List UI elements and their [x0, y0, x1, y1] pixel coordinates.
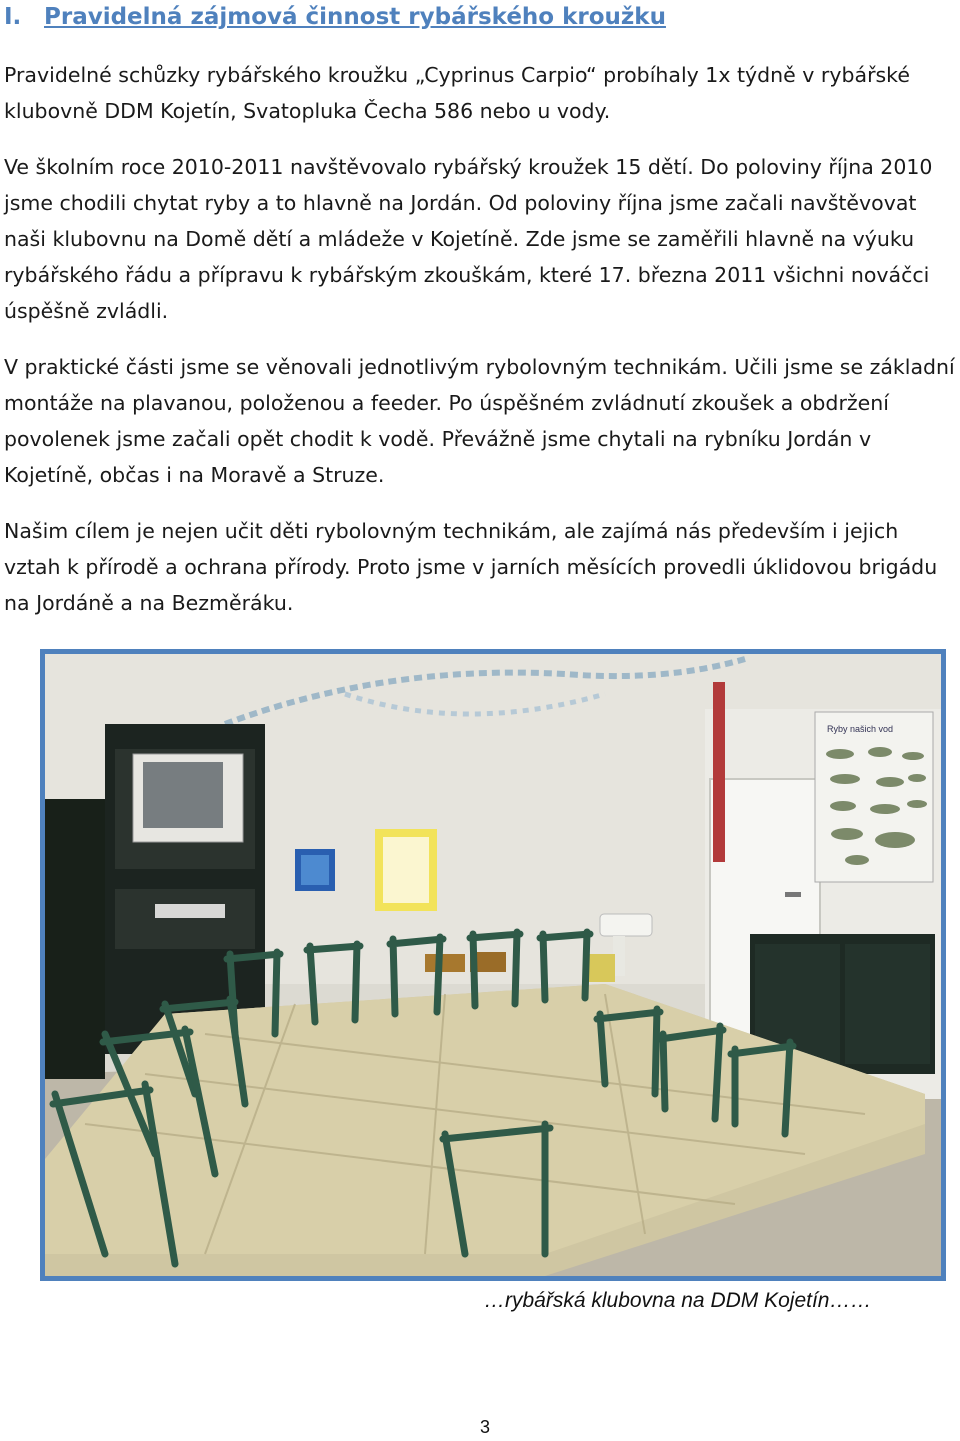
clubroom-photo: [40, 649, 946, 1281]
photo-caption: …rybářská klubovna na DDM Kojetín……: [484, 1289, 872, 1312]
page-number: 3: [479, 1417, 490, 1437]
section-heading: [4, 0, 954, 34]
paragraph-goals: Našim cílem je nejen učit děti rybolovným technikám, ale zajímá nás především i jejich vztah k přírodě a ochrana přírody. Proto jsme v jarních měsících provedli úklidovou brigádu na Jordáně a na Bezměráku.: [4, 519, 938, 615]
paragraph-meetings: Pravidelné schůzky rybářského kroužku „Cyprinus Carpio“ probíhaly 1x týdně v rybářské klubovně DDM Kojetín, Svatopluka Čecha 586 nebo u vody.: [4, 63, 910, 123]
fish-poster: [815, 712, 933, 882]
paragraph-practical: V praktické části jsme se věnovali jednotlivým rybolovným technikám. Učili jsme se základní montáže na plavanou, položenou a feeder. Po úspěšném zvládnutí zkoušek a obdržení povolenek jsme začali opět chodit k vodě. Převážně jsme chytali na rybníku Jordán v Kojetíně, občas i na Moravě a Struze.: [4, 355, 955, 487]
section-title: Pravidelná zájmová činnost rybářského kroužku: [44, 4, 666, 30]
fish-poster-title: Ryby našich vod: [827, 724, 894, 734]
section-number: I.: [4, 4, 22, 30]
paragraph-school-year: Ve školním roce 2010-2011 navštěvovalo rybářský kroužek 15 dětí. Do poloviny října 2010 jsme chodili chytat ryby a to hlavně na Jordán. Od poloviny října jsme začali navštěvovat naši klubovnu na Domě dětí a mládeže v Kojetíně. Zde jsme se zaměřili hlavně na výuku rybářského řádu a přípravu k rybářským zkouškám, které 17. března 2011 všichni nováčci úspěšně zvládli.: [4, 155, 933, 323]
